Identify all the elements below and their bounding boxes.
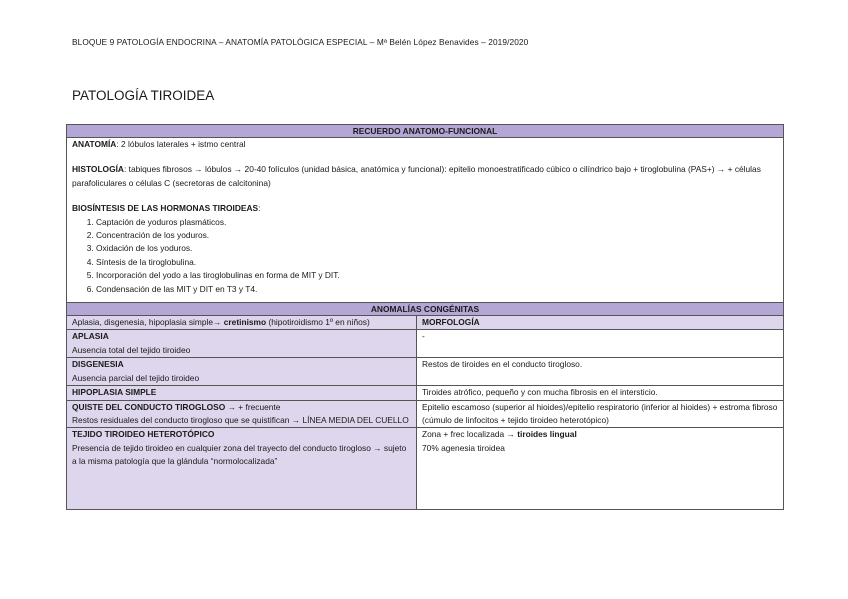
morfologia-cell: Restos de tiroides en el conducto tirogloso. [417,358,784,386]
biosintesis-steps [72,216,778,296]
biosintesis-line [72,202,778,215]
list-item: 4. Síntesis de la tiroglobulina. [96,256,778,269]
page-header: BLOQUE 9 PATOLOGÍA ENDOCRINA – ANATOMÍA PATOLÓGICA ESPECIAL – Mª Belén López Benavides – 2019/2020 [72,37,529,47]
list-item: 5. Incorporación del yodo a las tiroglobulinas en forma de MIT y DIT. [96,269,778,282]
anomaly-cell [67,428,417,510]
recuerdo-content [67,138,784,303]
section-heading-anomalias: ANOMALÍAS CONGÉNITAS [67,303,784,316]
histologia-line [72,163,778,190]
biosintesis-colon: : [258,203,261,214]
anomaly-name: APLASIA [72,331,109,342]
intro-bold: cretinismo [223,317,267,328]
content-table [66,124,784,510]
intro-text: Aplasia, disgenesia, hipoplasia simple→ [72,317,224,328]
morfologia-cell: - [417,330,784,358]
list-item: 3. Oxidación de los yoduros. [96,242,778,255]
table-row [67,428,784,510]
morfologia-cell [417,428,784,510]
morfologia-bold: tiroides lingual [517,429,577,440]
list-item: 1. Captación de yoduros plasmáticos. [96,216,778,229]
anomaly-cell [67,358,417,386]
intro-suffix: (hipotiroidismo 1º en niños) [266,317,370,328]
anatomia-label: ANATOMÍA [72,139,117,149]
histologia-label: HISTOLOGÍA [72,164,124,175]
biosintesis-label: BIOSÍNTESIS DE LAS HORMONAS TIROIDEAS [72,203,259,214]
anomalias-intro [67,316,417,330]
morfologia-text-2: 70% agenesia tiroidea [422,442,505,453]
anomaly-name: TEJIDO TIROIDEO HETEROTÓPICO [72,429,215,440]
anomaly-desc: Presencia de tejido tiroideo en cualquier zona del trayecto del conducto tirogloso → sujeto a la misma patología que la glándula “normolocalizada” [72,442,407,467]
anomaly-desc: Ausencia parcial del tejido tiroideo [72,372,200,383]
anomaly-name: DISGENESIA [72,359,124,370]
anomaly-cell [67,386,417,400]
table-row [67,400,784,428]
table-row [67,330,784,358]
anomaly-name: HIPOPLASIA SIMPLE [72,387,157,398]
section-heading-recuerdo: RECUERDO ANATOMO-FUNCIONAL [67,125,784,138]
anomaly-name: QUISTE DEL CONDUCTO TIROGLOSO [72,401,226,412]
list-item: 6. Condensación de las MIT y DIT en T3 y T4. [96,283,778,296]
anatomia-text: : 2 lóbulos laterales + istmo central [116,139,246,149]
page-title: PATOLOGÍA TIROIDEA [72,88,215,103]
anomaly-desc: Ausencia total del tejido tiroideo [72,344,191,355]
table-row [67,358,784,386]
anatomia-line [72,138,778,151]
anomaly-cell [67,330,417,358]
morfologia-cell: Tiroides atrófico, pequeño y con mucha fibrosis en el intersticio. [417,386,784,400]
morfologia-header: MORFOLOGÍA [417,316,784,330]
anomaly-name-suffix: → + frecuente [225,401,281,412]
anomaly-cell [67,400,417,428]
anomaly-desc: Restos residuales del conducto tirogloso que se quistifican → LÍNEA MEDIA DEL CUELLO [72,414,409,425]
table-row [67,386,784,400]
histologia-text: : tabiques fibrosos → lóbulos → 20-40 folículos (unidad básica, anatómica y funcional): epitelio monoestratificado cúbico o cilíndrico bajo + tiroglobulina (PAS+) → + células parafoliculares o células C (secretoras de calcitonina) [72,164,761,188]
list-item: 2. Concentración de los yoduros. [96,229,778,242]
morfologia-text: Zona + frec localizada → [422,429,518,440]
morfologia-cell: Epitelio escamoso (superior al hioides)/epitelio respiratorio (inferior al hioides) + estroma fibroso (cúmulo de linfocitos + tejido tiroideo heterotópico) [417,400,784,428]
